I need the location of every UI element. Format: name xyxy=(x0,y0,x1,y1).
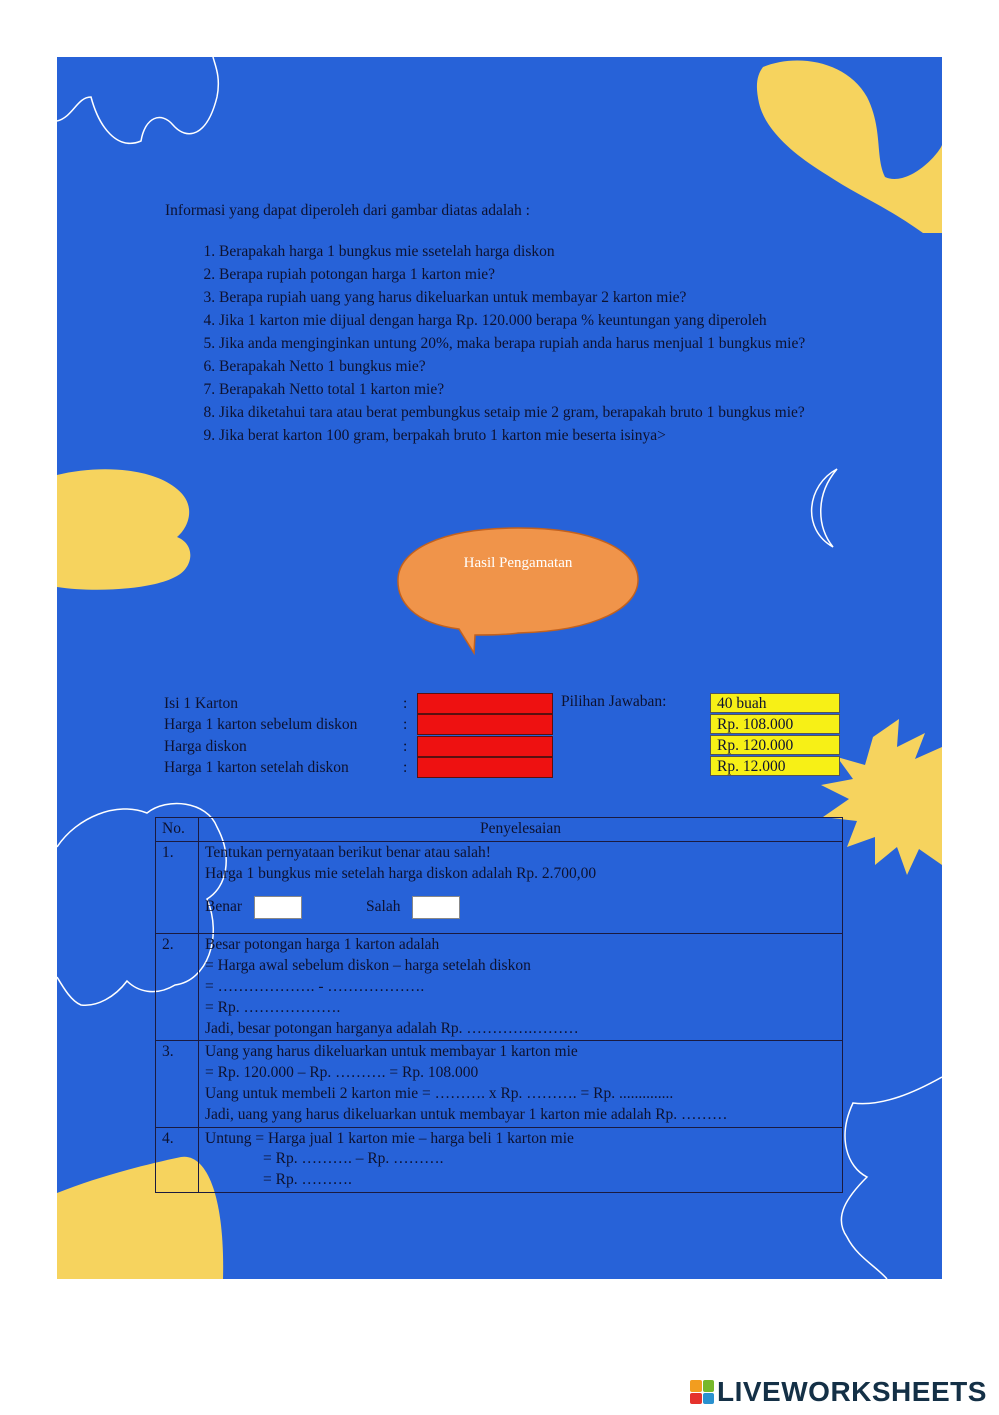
row-solution xyxy=(199,934,843,1041)
true-label: Benar xyxy=(205,898,243,916)
yellow-squiggle-top-right xyxy=(757,60,942,233)
false-answer-box[interactable] xyxy=(412,896,460,919)
solution-line: Untung = Harga jual 1 karton mie – harga beli 1 karton mie xyxy=(205,1129,574,1147)
question-item: 4. Jika 1 karton mie dijual dengan harga Rp. 120.000 berapa % keuntungan yang diperoleh xyxy=(219,309,869,332)
intro-text: Informasi yang dapat diperoleh dari gambar diatas adalah : xyxy=(165,202,530,219)
true-false-choices xyxy=(205,896,836,919)
question-item: 9. Jika berat karton 100 gram, berpakah bruto 1 karton mie beserta isinya> xyxy=(219,424,869,447)
table-row xyxy=(156,934,843,1041)
row-solution xyxy=(199,841,843,934)
info-label-harga-sebelum-diskon: Harga 1 karton sebelum diskon xyxy=(164,716,358,733)
question-item: 8. Jika diketahui tara atau berat pembungkus setaip mie 2 gram, berapakah bruto 1 bungkus mie? xyxy=(219,401,869,424)
info-label-isi-karton: Isi 1 Karton xyxy=(164,695,239,712)
solution-line: = Rp. ………………. xyxy=(205,998,341,1016)
info-colon: : xyxy=(403,738,408,755)
false-label: Salah xyxy=(366,898,401,916)
solution-line: Harga 1 bungkus mie setelah harga diskon adalah Rp. 2.700,00 xyxy=(205,864,597,882)
solution-line: Jadi, uang yang harus dikeluarkan untuk membayar 1 karton mie adalah Rp. ……… xyxy=(205,1105,728,1123)
choice-option[interactable]: 40 buah xyxy=(710,693,840,713)
true-answer-box[interactable] xyxy=(254,896,302,919)
yellow-blob-left xyxy=(57,469,190,590)
solution-line: Besar potongan harga 1 karton adalah xyxy=(205,936,440,954)
answer-drop-box-harga-sebelum-diskon[interactable] xyxy=(417,714,553,735)
solution-line: Tentukan pernyataan berikut benar atau salah! xyxy=(205,843,491,861)
solution-line: = Rp. 120.000 – Rp. ………. = Rp. 108.000 xyxy=(205,1064,479,1082)
question-list xyxy=(187,240,869,447)
choice-option[interactable]: Rp. 108.000 xyxy=(710,714,840,734)
row-solution xyxy=(199,1127,843,1192)
table-header-row xyxy=(156,818,843,842)
choice-option[interactable]: Rp. 120.000 xyxy=(710,735,840,755)
solution-line: Jadi, besar potongan harganya adalah Rp. ………….……… xyxy=(205,1019,579,1037)
table-row xyxy=(156,841,843,934)
solution-line: Uang yang harus dikeluarkan untuk membayar 1 karton mie xyxy=(205,1043,578,1061)
white-line-outline-right xyxy=(841,1077,942,1279)
info-label-harga-diskon: Harga diskon xyxy=(164,738,247,755)
question-item: 5. Jika anda menginginkan untung 20%, maka berapa rupiah anda harus menjual 1 bungkus mie? xyxy=(219,332,869,355)
white-moon-outline-right xyxy=(812,469,837,547)
column-header-solution: Penyelesaian xyxy=(199,818,843,842)
liveworksheets-logo[interactable] xyxy=(690,1376,987,1408)
info-colon: : xyxy=(403,759,408,776)
solution-line: = Rp. ………. – Rp. ………. xyxy=(263,1150,444,1168)
choice-option[interactable]: Rp. 12.000 xyxy=(710,756,840,776)
column-header-no: No. xyxy=(156,818,199,842)
solution-line: = Rp. ………. xyxy=(263,1171,352,1189)
worksheet-page xyxy=(57,57,942,1279)
solution-table xyxy=(155,817,843,1193)
table-row xyxy=(156,1041,843,1127)
choices-label: Pilihan Jawaban: xyxy=(561,693,667,710)
info-colon: : xyxy=(403,716,408,733)
info-colon: : xyxy=(403,695,408,712)
question-item: 1. Berapakah harga 1 bungkus mie ssetelah harga diskon xyxy=(219,240,869,263)
row-number: 1. xyxy=(156,841,199,934)
solution-line: Uang untuk membeli 2 karton mie = ………. x Rp. ………. = Rp. .............. xyxy=(205,1084,674,1102)
table-row xyxy=(156,1127,843,1192)
solution-line: = Harga awal sebelum diskon – harga setelah diskon xyxy=(205,957,531,975)
question-item: 2. Berapa rupiah potongan harga 1 karton mie? xyxy=(219,263,869,286)
liveworksheets-logo-icon xyxy=(690,1380,714,1404)
answer-drop-box-harga-diskon[interactable] xyxy=(417,736,553,757)
question-item: 3. Berapa rupiah uang yang harus dikeluarkan untuk membayar 2 karton mie? xyxy=(219,286,869,309)
white-cloud-outline-top-left xyxy=(57,57,218,143)
row-number: 3. xyxy=(156,1041,199,1127)
row-number: 2. xyxy=(156,934,199,1041)
solution-line: = ………………. - ………………. xyxy=(205,977,425,995)
answer-drop-box-harga-setelah-diskon[interactable] xyxy=(417,757,553,778)
row-number: 4. xyxy=(156,1127,199,1192)
speech-bubble-label: Hasil Pengamatan xyxy=(463,555,573,571)
info-label-harga-setelah-diskon: Harga 1 karton setelah diskon xyxy=(164,759,349,776)
answer-drop-box-isi-karton[interactable] xyxy=(417,693,553,714)
question-item: 7. Berapakah Netto total 1 karton mie? xyxy=(219,378,869,401)
row-solution xyxy=(199,1041,843,1127)
question-item: 6. Berapakah Netto 1 bungkus mie? xyxy=(219,355,869,378)
logo-text: LIVEWORKSHEETS xyxy=(717,1376,987,1407)
speech-bubble xyxy=(398,528,638,653)
